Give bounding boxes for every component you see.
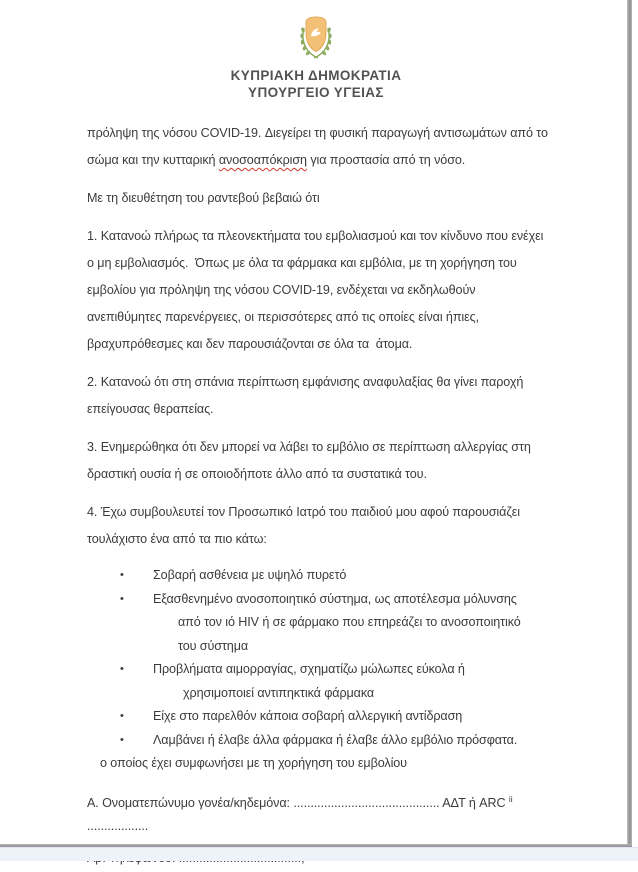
list-item	[87, 564, 595, 588]
doc-line: ο μη εμβολιασμός. Όπως με όλα τα φάρμακα και εμβόλια, με τη χορήγηση του	[87, 256, 517, 270]
bullet-text: Εξασθενημένο ανοσοποιητικό σύστημα, ως αποτέλεσμα μόλυνσης	[153, 591, 517, 606]
bullet-text: Λαμβάνει ή έλαβε άλλα φάρμακα ή έλαβε άλλο εμβόλιο πρόσφατα.	[153, 732, 518, 747]
intro-paragraph	[87, 120, 595, 174]
doc-line: 3. Ενημερώθηκα ότι δεν μπορεί να λάβει το εμβόλιο σε περίπτωση αλλεργίας στη	[87, 440, 531, 454]
app-background-strip	[0, 847, 638, 861]
paragraph-2	[87, 369, 595, 423]
paragraph-3	[87, 434, 595, 488]
header-republic: ΚΥΠΡΙΑΚΗ ΔΗΜΟΚΡΑΤΙΑ	[230, 68, 402, 83]
misspelled-word: ανοσοαπόκριση	[218, 153, 307, 167]
doc-line: τουλάχιστο ένα από τα πιο κάτω:	[87, 532, 267, 546]
bullet-list	[87, 564, 595, 776]
name-field-continuation	[87, 817, 595, 835]
bullet-text-continuation: του σύστημα	[178, 638, 249, 653]
id-label: ΑΔΤ ή ARC	[439, 795, 509, 810]
bullet-icon: •	[120, 710, 124, 722]
bullet-text: Είχε στο παρελθόν κάποια σοβαρή αλλεργική αντίδραση	[153, 709, 463, 723]
list-item	[87, 729, 595, 753]
doc-line: βραχυπρόθεσμες και δεν παρουσιάζονται σε όλα τα άτομα.	[87, 337, 413, 351]
dotted-fill: ..................	[87, 818, 149, 833]
page-right-edge	[627, 0, 632, 846]
doc-line: επείγουσας θεραπείας.	[87, 402, 214, 416]
bullet-text: Προβλήματα αιμορραγίας, σχηματίζω μώλωπες εύκολα ή	[153, 662, 465, 676]
footnote-marker: ii	[508, 793, 513, 804]
bullet-text-continuation: χρησιμοποιεί αντιπηκτικά φάρμακα	[183, 685, 375, 700]
cyprus-coat-of-arms-icon	[293, 14, 339, 67]
doc-line: πρόληψη της νόσου COVID-19. Διεγείρει τη φυσική παραγωγή αντισωμάτων από το	[87, 126, 548, 140]
bullet-icon: •	[120, 663, 124, 675]
bullet-text-continuation: από τον ιό HIV ή σε φάρμακο που επηρεάζει το ανοσοποιητικό	[178, 615, 521, 629]
doc-line: 4. Έχω συμβουλευτεί τον Προσωπικό Ιατρό του παιδιού μου αφού παρουσιάζει	[87, 505, 520, 519]
list-item	[87, 588, 595, 612]
list-item	[87, 705, 595, 729]
name-field-label: Α. Ονοματεπώνυμο γονέα/κηδεμόνα:	[87, 795, 294, 810]
bullet-icon: •	[120, 569, 124, 581]
bullet-icon: •	[120, 592, 124, 605]
dotted-fill: ...........................................	[293, 795, 440, 810]
paragraph-1	[87, 223, 595, 358]
doc-line: 2. Κατανοώ ότι στη σπάνια περίπτωση εμφάνισης αναφυλαξίας θα γίνει παροχή	[87, 375, 524, 389]
document-body	[87, 120, 595, 872]
doc-line: 1. Κατανοώ πλήρως τα πλεονεκτήματα του εμβολιασμού και τον κίνδυνο που ενέχει	[87, 229, 544, 243]
header-ministry: ΥΠΟΥΡΓΕΙΟ ΥΓΕΙΑΣ	[248, 85, 384, 100]
doc-line: Με τη διευθέτηση του ραντεβού βεβαιώ ότι	[87, 191, 320, 205]
name-field-line	[87, 790, 595, 817]
bullet-text: Σοβαρή ασθένεια με υψηλό πυρετό	[153, 568, 347, 582]
doc-line: δραστική ουσία ή σε οποιοδήποτε άλλο από τα συστατικά του.	[87, 467, 427, 481]
doc-line	[87, 147, 595, 174]
doc-text: για προστασία από τη νόσο.	[306, 153, 466, 167]
list-item	[87, 658, 595, 682]
doc-text: σώμα και την κυτταρική	[87, 153, 219, 167]
agreement-line: ο οποίος έχει συμφωνήσει με τη χορήγηση του εμβολίου	[100, 756, 407, 770]
confirm-paragraph	[87, 185, 595, 212]
bullet-icon: •	[120, 733, 124, 746]
doc-line: ανεπιθύμητες παρενέργειες, οι περισσότερες από τις οποίες είναι ήπιες,	[87, 310, 479, 324]
doc-line: εμβολίου για πρόληψη της νόσου COVID-19, ενδέχεται να εκδηλωθούν	[87, 283, 476, 297]
document-header	[0, 14, 632, 101]
paragraph-4	[87, 499, 595, 553]
